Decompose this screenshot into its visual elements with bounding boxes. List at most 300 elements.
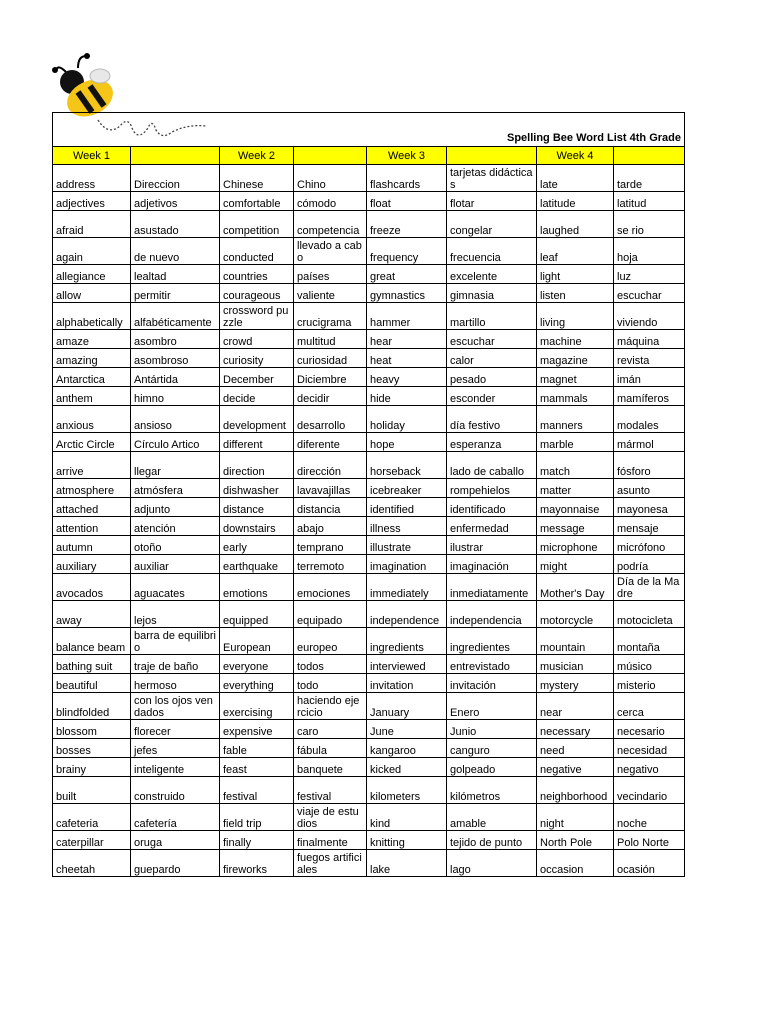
spanish-word-cell: valiente xyxy=(294,284,367,303)
english-word-cell: field trip xyxy=(220,804,294,831)
header-blank-2 xyxy=(294,147,367,165)
spanish-word-cell: competencia xyxy=(294,211,367,238)
table-row xyxy=(53,517,685,536)
english-word-cell: equipped xyxy=(220,601,294,628)
english-word-cell: amaze xyxy=(53,330,131,349)
english-word-cell: attention xyxy=(53,517,131,536)
spanish-word-cell: construido xyxy=(131,777,220,804)
spanish-word-cell: auxiliar xyxy=(131,555,220,574)
spanish-word-cell: barra de equilibrio xyxy=(131,628,220,655)
english-word-cell: January xyxy=(367,693,447,720)
spanish-word-cell: con los ojos vendados xyxy=(131,693,220,720)
english-word-cell: late xyxy=(537,165,614,192)
spanish-word-cell: himno xyxy=(131,387,220,406)
english-word-cell: direction xyxy=(220,452,294,479)
english-word-cell: freeze xyxy=(367,211,447,238)
spanish-word-cell: traje de baño xyxy=(131,655,220,674)
spanish-word-cell: músico xyxy=(614,655,685,674)
spanish-word-cell: ilustrar xyxy=(447,536,537,555)
spanish-word-cell: kilómetros xyxy=(447,777,537,804)
english-word-cell: kind xyxy=(367,804,447,831)
spanish-word-cell: mayonesa xyxy=(614,498,685,517)
english-word-cell: identified xyxy=(367,498,447,517)
spanish-word-cell: todos xyxy=(294,655,367,674)
english-word-cell: feast xyxy=(220,758,294,777)
spanish-word-cell: independencia xyxy=(447,601,537,628)
english-word-cell: bosses xyxy=(53,739,131,758)
spanish-word-cell: fábula xyxy=(294,739,367,758)
spanish-word-cell: misterio xyxy=(614,674,685,693)
spanish-word-cell: necesidad xyxy=(614,739,685,758)
spanish-word-cell: caro xyxy=(294,720,367,739)
spanish-word-cell: tarjetas didácticas xyxy=(447,165,537,192)
spanish-word-cell: negativo xyxy=(614,758,685,777)
english-word-cell: holiday xyxy=(367,406,447,433)
english-word-cell: flashcards xyxy=(367,165,447,192)
english-word-cell: arrive xyxy=(53,452,131,479)
spanish-word-cell: calor xyxy=(447,349,537,368)
english-word-cell: distance xyxy=(220,498,294,517)
english-word-cell: curiosity xyxy=(220,349,294,368)
english-word-cell: fireworks xyxy=(220,850,294,877)
spanish-word-cell: asustado xyxy=(131,211,220,238)
table-row xyxy=(53,192,685,211)
spanish-word-cell: inteligente xyxy=(131,758,220,777)
english-word-cell: amazing xyxy=(53,349,131,368)
english-word-cell: exercising xyxy=(220,693,294,720)
spanish-word-cell: Círculo Artico xyxy=(131,433,220,452)
english-word-cell: mayonnaise xyxy=(537,498,614,517)
spanish-word-cell: imán xyxy=(614,368,685,387)
english-word-cell: European xyxy=(220,628,294,655)
english-word-cell: allow xyxy=(53,284,131,303)
spanish-word-cell: curiosidad xyxy=(294,349,367,368)
english-word-cell: light xyxy=(537,265,614,284)
spanish-word-cell: congelar xyxy=(447,211,537,238)
header-week-1: Week 1 xyxy=(53,147,131,165)
table-row xyxy=(53,758,685,777)
header-week-3: Week 3 xyxy=(367,147,447,165)
spanish-word-cell: Direccion xyxy=(131,165,220,192)
english-word-cell: message xyxy=(537,517,614,536)
english-word-cell: leaf xyxy=(537,238,614,265)
spanish-word-cell: multitud xyxy=(294,330,367,349)
english-word-cell: hear xyxy=(367,330,447,349)
english-word-cell: cafeteria xyxy=(53,804,131,831)
table-row xyxy=(53,831,685,850)
spanish-word-cell: atención xyxy=(131,517,220,536)
english-word-cell: afraid xyxy=(53,211,131,238)
english-word-cell: early xyxy=(220,536,294,555)
table-row xyxy=(53,284,685,303)
english-word-cell: development xyxy=(220,406,294,433)
english-word-cell: countries xyxy=(220,265,294,284)
spanish-word-cell: asombro xyxy=(131,330,220,349)
english-word-cell: latitude xyxy=(537,192,614,211)
spanish-word-cell: temprano xyxy=(294,536,367,555)
header-week-4: Week 4 xyxy=(537,147,614,165)
title-row xyxy=(53,113,685,147)
english-word-cell: decide xyxy=(220,387,294,406)
table-row xyxy=(53,238,685,265)
english-word-cell: interviewed xyxy=(367,655,447,674)
spanish-word-cell: terremoto xyxy=(294,555,367,574)
spanish-word-cell: dirección xyxy=(294,452,367,479)
spanish-word-cell: europeo xyxy=(294,628,367,655)
header-blank-1 xyxy=(131,147,220,165)
spanish-word-cell: haciendo ejercicio xyxy=(294,693,367,720)
english-word-cell: downstairs xyxy=(220,517,294,536)
english-word-cell: illness xyxy=(367,517,447,536)
english-word-cell: atmosphere xyxy=(53,479,131,498)
spanish-word-cell: ocasión xyxy=(614,850,685,877)
english-word-cell: blossom xyxy=(53,720,131,739)
english-word-cell: gymnastics xyxy=(367,284,447,303)
table-row xyxy=(53,368,685,387)
table-row xyxy=(53,555,685,574)
spanish-word-cell: diferente xyxy=(294,433,367,452)
english-word-cell: hide xyxy=(367,387,447,406)
spanish-word-cell: banquete xyxy=(294,758,367,777)
spanish-word-cell: atmósfera xyxy=(131,479,220,498)
spanish-word-cell: crucigrama xyxy=(294,303,367,330)
spanish-word-cell: emociones xyxy=(294,574,367,601)
english-word-cell: crowd xyxy=(220,330,294,349)
spanish-word-cell: desarrollo xyxy=(294,406,367,433)
spanish-word-cell: equipado xyxy=(294,601,367,628)
english-word-cell: June xyxy=(367,720,447,739)
table-row xyxy=(53,452,685,479)
table-row xyxy=(53,349,685,368)
english-word-cell: attached xyxy=(53,498,131,517)
spanish-word-cell: cómodo xyxy=(294,192,367,211)
english-word-cell: occasion xyxy=(537,850,614,877)
table-row xyxy=(53,601,685,628)
spanish-word-cell: asunto xyxy=(614,479,685,498)
table-row xyxy=(53,211,685,238)
english-word-cell: neighborhood xyxy=(537,777,614,804)
spanish-word-cell: Enero xyxy=(447,693,537,720)
spanish-word-cell: se rio xyxy=(614,211,685,238)
table-row xyxy=(53,804,685,831)
spanish-word-cell: pesado xyxy=(447,368,537,387)
spanish-word-cell: necesario xyxy=(614,720,685,739)
spanish-word-cell: adjunto xyxy=(131,498,220,517)
spanish-word-cell: martillo xyxy=(447,303,537,330)
spanish-word-cell: otoño xyxy=(131,536,220,555)
spanish-word-cell: oruga xyxy=(131,831,220,850)
spanish-word-cell: guepardo xyxy=(131,850,220,877)
english-word-cell: earthquake xyxy=(220,555,294,574)
english-word-cell: living xyxy=(537,303,614,330)
english-word-cell: emotions xyxy=(220,574,294,601)
spanish-word-cell: amable xyxy=(447,804,537,831)
english-word-cell: magnet xyxy=(537,368,614,387)
english-word-cell: caterpillar xyxy=(53,831,131,850)
english-word-cell: built xyxy=(53,777,131,804)
english-word-cell: hammer xyxy=(367,303,447,330)
spanish-word-cell: Día de la Madre xyxy=(614,574,685,601)
spanish-word-cell: aguacates xyxy=(131,574,220,601)
english-word-cell: icebreaker xyxy=(367,479,447,498)
english-word-cell: illustrate xyxy=(367,536,447,555)
spanish-word-cell: hoja xyxy=(614,238,685,265)
english-word-cell: ingredients xyxy=(367,628,447,655)
table-row xyxy=(53,303,685,330)
english-word-cell: away xyxy=(53,601,131,628)
spanish-word-cell: jefes xyxy=(131,739,220,758)
english-word-cell: everyone xyxy=(220,655,294,674)
spanish-word-cell: Polo Norte xyxy=(614,831,685,850)
spanish-word-cell: escuchar xyxy=(614,284,685,303)
spanish-word-cell: Antártida xyxy=(131,368,220,387)
english-word-cell: conducted xyxy=(220,238,294,265)
table-row xyxy=(53,693,685,720)
table-row xyxy=(53,498,685,517)
english-word-cell: beautiful xyxy=(53,674,131,693)
english-word-cell: dishwasher xyxy=(220,479,294,498)
spanish-word-cell: todo xyxy=(294,674,367,693)
spanish-word-cell: Junio xyxy=(447,720,537,739)
spanish-word-cell: lago xyxy=(447,850,537,877)
table-row xyxy=(53,479,685,498)
spanish-word-cell: llevado a cabo xyxy=(294,238,367,265)
english-word-cell: mystery xyxy=(537,674,614,693)
english-word-cell: microphone xyxy=(537,536,614,555)
english-word-cell: might xyxy=(537,555,614,574)
english-word-cell: Mother's Day xyxy=(537,574,614,601)
english-word-cell: great xyxy=(367,265,447,284)
spanish-word-cell: rompehielos xyxy=(447,479,537,498)
spanish-word-cell: inmediatamente xyxy=(447,574,537,601)
english-word-cell: bathing suit xyxy=(53,655,131,674)
spanish-word-cell: latitud xyxy=(614,192,685,211)
spanish-word-cell: mamíferos xyxy=(614,387,685,406)
english-word-cell: comfortable xyxy=(220,192,294,211)
english-word-cell: address xyxy=(53,165,131,192)
spanish-word-cell: revista xyxy=(614,349,685,368)
spanish-word-cell: frecuencia xyxy=(447,238,537,265)
english-word-cell: knitting xyxy=(367,831,447,850)
spanish-word-cell: entrevistado xyxy=(447,655,537,674)
english-word-cell: need xyxy=(537,739,614,758)
english-word-cell: horseback xyxy=(367,452,447,479)
spanish-word-cell: cafetería xyxy=(131,804,220,831)
spanish-word-cell: noche xyxy=(614,804,685,831)
english-word-cell: Antarctica xyxy=(53,368,131,387)
english-word-cell: adjectives xyxy=(53,192,131,211)
english-word-cell: festival xyxy=(220,777,294,804)
spanish-word-cell: modales xyxy=(614,406,685,433)
table-row xyxy=(53,165,685,192)
header-row xyxy=(53,147,685,165)
english-word-cell: independence xyxy=(367,601,447,628)
spanish-word-cell: adjetivos xyxy=(131,192,220,211)
spanish-word-cell: tejido de punto xyxy=(447,831,537,850)
spanish-word-cell: países xyxy=(294,265,367,284)
english-word-cell: listen xyxy=(537,284,614,303)
english-word-cell: marble xyxy=(537,433,614,452)
spanish-word-cell: esperanza xyxy=(447,433,537,452)
table-row xyxy=(53,387,685,406)
english-word-cell: mammals xyxy=(537,387,614,406)
spanish-word-cell: esconder xyxy=(447,387,537,406)
spanish-word-cell: de nuevo xyxy=(131,238,220,265)
english-word-cell: North Pole xyxy=(537,831,614,850)
english-word-cell: different xyxy=(220,433,294,452)
spanish-word-cell: ansioso xyxy=(131,406,220,433)
header-blank-4 xyxy=(614,147,685,165)
spanish-word-cell: abajo xyxy=(294,517,367,536)
header-week-2: Week 2 xyxy=(220,147,294,165)
spanish-word-cell: asombroso xyxy=(131,349,220,368)
spanish-word-cell: alfabéticamente xyxy=(131,303,220,330)
spanish-word-cell: enfermedad xyxy=(447,517,537,536)
table-row xyxy=(53,739,685,758)
spanish-word-cell: mensaje xyxy=(614,517,685,536)
english-word-cell: hope xyxy=(367,433,447,452)
spanish-word-cell: viaje de estudios xyxy=(294,804,367,831)
spanish-word-cell: montaña xyxy=(614,628,685,655)
english-word-cell: Arctic Circle xyxy=(53,433,131,452)
table-row xyxy=(53,265,685,284)
english-word-cell: finally xyxy=(220,831,294,850)
spanish-word-cell: fósforo xyxy=(614,452,685,479)
spanish-word-cell: lavavajillas xyxy=(294,479,367,498)
english-word-cell: brainy xyxy=(53,758,131,777)
english-word-cell: again xyxy=(53,238,131,265)
english-word-cell: competition xyxy=(220,211,294,238)
english-word-cell: courageous xyxy=(220,284,294,303)
english-word-cell: crossword puzzle xyxy=(220,303,294,330)
table-row xyxy=(53,850,685,877)
spanish-word-cell: micrófono xyxy=(614,536,685,555)
english-word-cell: invitation xyxy=(367,674,447,693)
english-word-cell: manners xyxy=(537,406,614,433)
table-row xyxy=(53,777,685,804)
english-word-cell: near xyxy=(537,693,614,720)
english-word-cell: immediately xyxy=(367,574,447,601)
table-row xyxy=(53,330,685,349)
english-word-cell: kilometers xyxy=(367,777,447,804)
english-word-cell: match xyxy=(537,452,614,479)
spanish-word-cell: Diciembre xyxy=(294,368,367,387)
english-word-cell: negative xyxy=(537,758,614,777)
spanish-word-cell: día festivo xyxy=(447,406,537,433)
spanish-word-cell: golpeado xyxy=(447,758,537,777)
spanish-word-cell: florecer xyxy=(131,720,220,739)
spanish-word-cell: motocicleta xyxy=(614,601,685,628)
spanish-word-cell: podría xyxy=(614,555,685,574)
english-word-cell: Chinese xyxy=(220,165,294,192)
spanish-word-cell: ingredientes xyxy=(447,628,537,655)
english-word-cell: frequency xyxy=(367,238,447,265)
spanish-word-cell: gimnasia xyxy=(447,284,537,303)
spanish-word-cell: finalmente xyxy=(294,831,367,850)
english-word-cell: mountain xyxy=(537,628,614,655)
spanish-word-cell: identificado xyxy=(447,498,537,517)
table-row xyxy=(53,433,685,452)
english-word-cell: laughed xyxy=(537,211,614,238)
spanish-word-cell: lejos xyxy=(131,601,220,628)
english-word-cell: avocados xyxy=(53,574,131,601)
english-word-cell: balance beam xyxy=(53,628,131,655)
spanish-word-cell: hermoso xyxy=(131,674,220,693)
english-word-cell: night xyxy=(537,804,614,831)
table-row xyxy=(53,674,685,693)
english-word-cell: heavy xyxy=(367,368,447,387)
english-word-cell: machine xyxy=(537,330,614,349)
spanish-word-cell: invitación xyxy=(447,674,537,693)
table-row xyxy=(53,655,685,674)
english-word-cell: expensive xyxy=(220,720,294,739)
english-word-cell: heat xyxy=(367,349,447,368)
spanish-word-cell: llegar xyxy=(131,452,220,479)
spanish-word-cell: distancia xyxy=(294,498,367,517)
spanish-word-cell: escuchar xyxy=(447,330,537,349)
english-word-cell: imagination xyxy=(367,555,447,574)
english-word-cell: necessary xyxy=(537,720,614,739)
english-word-cell: anthem xyxy=(53,387,131,406)
spanish-word-cell: lado de caballo xyxy=(447,452,537,479)
english-word-cell: fable xyxy=(220,739,294,758)
english-word-cell: motorcycle xyxy=(537,601,614,628)
spanish-word-cell: flotar xyxy=(447,192,537,211)
spanish-word-cell: cerca xyxy=(614,693,685,720)
spanish-word-cell: vecindario xyxy=(614,777,685,804)
english-word-cell: December xyxy=(220,368,294,387)
english-word-cell: cheetah xyxy=(53,850,131,877)
spanish-word-cell: Chino xyxy=(294,165,367,192)
spanish-word-cell: luz xyxy=(614,265,685,284)
english-word-cell: lake xyxy=(367,850,447,877)
spanish-word-cell: permitir xyxy=(131,284,220,303)
spanish-word-cell: máquina xyxy=(614,330,685,349)
english-word-cell: kangaroo xyxy=(367,739,447,758)
table-row xyxy=(53,574,685,601)
english-word-cell: allegiance xyxy=(53,265,131,284)
spanish-word-cell: viviendo xyxy=(614,303,685,330)
english-word-cell: float xyxy=(367,192,447,211)
english-word-cell: everything xyxy=(220,674,294,693)
spanish-word-cell: decidir xyxy=(294,387,367,406)
spanish-word-cell: tarde xyxy=(614,165,685,192)
spanish-word-cell: imaginación xyxy=(447,555,537,574)
english-word-cell: blindfolded xyxy=(53,693,131,720)
table-row xyxy=(53,536,685,555)
english-word-cell: magazine xyxy=(537,349,614,368)
table-row xyxy=(53,628,685,655)
table-row xyxy=(53,720,685,739)
spanish-word-cell: excelente xyxy=(447,265,537,284)
spanish-word-cell: mármol xyxy=(614,433,685,452)
english-word-cell: anxious xyxy=(53,406,131,433)
spanish-word-cell: canguro xyxy=(447,739,537,758)
table-row xyxy=(53,406,685,433)
english-word-cell: autumn xyxy=(53,536,131,555)
header-blank-3 xyxy=(447,147,537,165)
page-title: Spelling Bee Word List 4th Grade xyxy=(53,113,685,147)
english-word-cell: kicked xyxy=(367,758,447,777)
spanish-word-cell: festival xyxy=(294,777,367,804)
english-word-cell: auxiliary xyxy=(53,555,131,574)
spanish-word-cell: lealtad xyxy=(131,265,220,284)
english-word-cell: alphabetically xyxy=(53,303,131,330)
spanish-word-cell: fuegos artificiales xyxy=(294,850,367,877)
spelling-word-table xyxy=(52,112,685,877)
english-word-cell: musician xyxy=(537,655,614,674)
english-word-cell: matter xyxy=(537,479,614,498)
